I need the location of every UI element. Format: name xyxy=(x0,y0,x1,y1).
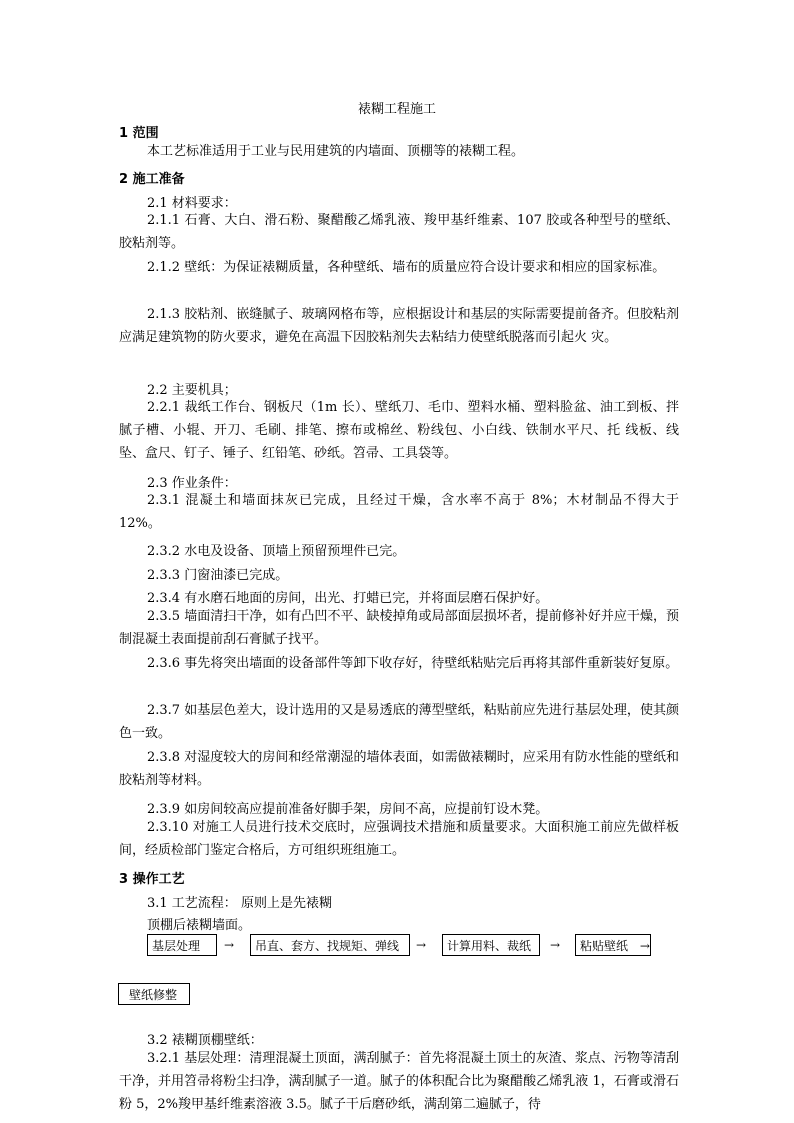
flow-arrow-icon: → xyxy=(416,938,427,952)
subheading-2-3: 2.3 作业条件： xyxy=(147,476,237,491)
subheading-2-2: 2.2 主要机具； xyxy=(147,383,237,398)
para-2-1-2: 2.1.2 壁纸：为保证裱糊质量，各种壁纸、墙布的质量应符合设计要求和相应的国家标准。 xyxy=(147,260,666,275)
para-2-3-4: 2.3.4 有水磨石地面的房间，出光、打蜡已完，并将面层磨石保护好。 xyxy=(147,591,549,606)
section-1-text: 本工艺标准适用于工业与民用建筑的内墙面、顶棚等的裱糊工程。 xyxy=(147,144,525,159)
para-2-2-1: 2.2.1 裁纸工作台、钢板尺（1m 长）、壁纸刀、毛巾、塑料水桶、塑料脸盆、油工到板、拌腻子槽、小辊、开刀、毛刷、排笔、擦布或棉丝、粉线包、小白线、铁制水平尺、托 线板、线坠、盒尺、钉子、锤子、红铅笔、砂纸。笤帚、工具袋等。 xyxy=(119,400,679,461)
subheading-2-1: 2.1 材料要求： xyxy=(147,196,237,211)
flow-arrow-icon: → xyxy=(639,939,650,953)
subheading-3-2: 3.2 裱糊顶棚壁纸： xyxy=(147,1033,263,1048)
para-3-2-1: 3.2.1 基层处理：清理混凝土顶面，满刮腻子：首先将混凝土顶土的灰渣、浆点、污物等清刮干净，并用笤帚将粉尘扫净，满刮腻子一道。腻子的体积配合比为聚醋酸乙烯乳液 1，石膏或滑石粉 5，2%羧甲基纤维素溶液 3.5。腻子干后磨砂纸，满刮第二遍腻子，待 xyxy=(119,1051,679,1112)
para-2-3-10: 2.3.10 对施工人员进行技术交底时，应强调技术措施和质量要求。大面积施工前应先做样板间，经质检部门鉴定合格后，方可组织班组施工。 xyxy=(119,820,679,858)
para-2-3-5: 2.3.5 墙面清扫干净，如有凸凹不平、缺棱掉角或局部面层损坏者，提前修补好并应干燥，预制混凝土表面提前刮石膏腻子找平。 xyxy=(119,609,679,647)
para-2-3-6: 2.3.6 事先将突出墙面的设备部件等卸下收存好，待壁纸粘贴完后再将其部件重新装好复原。 xyxy=(147,656,679,671)
para-2-3-2: 2.3.2 水电及设备、顶墙上预留预埋件已完。 xyxy=(147,544,406,559)
section-2-heading: 2 施工准备 xyxy=(119,172,185,187)
flow-arrow-icon: → xyxy=(550,938,561,952)
flow-step: 壁纸修整 xyxy=(118,983,190,1005)
para-2-3-7: 2.3.7 如基层色差大，设计选用的又是易透底的薄型壁纸，粘贴前应先进行基层处理，使其颜色一致。 xyxy=(119,703,679,741)
page-title: 裱糊工程施工 xyxy=(357,102,436,117)
section-3-heading: 3 操作工艺 xyxy=(119,872,185,887)
section-1-heading: 1 范围 xyxy=(119,126,159,141)
para-2-1-1: 2.1.1 石膏、大白、滑石粉、聚醋酸乙烯乳液、羧甲基纤维素、107 胶或各种型号的壁纸、胶粘剂等。 xyxy=(119,213,679,251)
flow-step: 吊直、套方、找规矩、弹线 xyxy=(250,934,410,956)
subheading-3-1: 3.1 工艺流程： 原则上是先裱糊 xyxy=(147,896,332,911)
para-2-3-9: 2.3.9 如房间较高应提前准备好脚手架，房间不高，应提前钉设木凳。 xyxy=(147,802,549,817)
flow-intro: 顶棚后裱糊墙面。 xyxy=(147,918,252,933)
flow-step-label: 粘贴壁纸 xyxy=(580,939,629,953)
para-2-3-1: 2.3.1 混凝土和墙面抹灰已完成，且经过干燥，含水率不高于 8%；木材制品不得大于 12%。 xyxy=(119,493,679,531)
flow-step: 基层处理 xyxy=(147,934,217,956)
flow-arrow-icon: → xyxy=(224,938,235,952)
flow-step: 计算用料、裁纸 xyxy=(442,934,540,956)
para-2-3-3: 2.3.3 门窗油漆已完成。 xyxy=(147,568,289,583)
para-2-1-3: 2.1.3 胶粘剂、嵌缝腻子、玻璃网格布等，应根据设计和基层的实际需要提前备齐。但胶粘剂应满足建筑物的防火要求，避免在高温下因胶粘剂失去粘结力使壁纸脱落而引起火 灾。 xyxy=(119,307,679,345)
para-2-3-8: 2.3.8 对湿度较大的房间和经常潮湿的墙体表面，如需做裱糊时，应采用有防水性能的壁纸和胶粘剂等材料。 xyxy=(119,750,679,788)
flow-step xyxy=(575,934,651,956)
